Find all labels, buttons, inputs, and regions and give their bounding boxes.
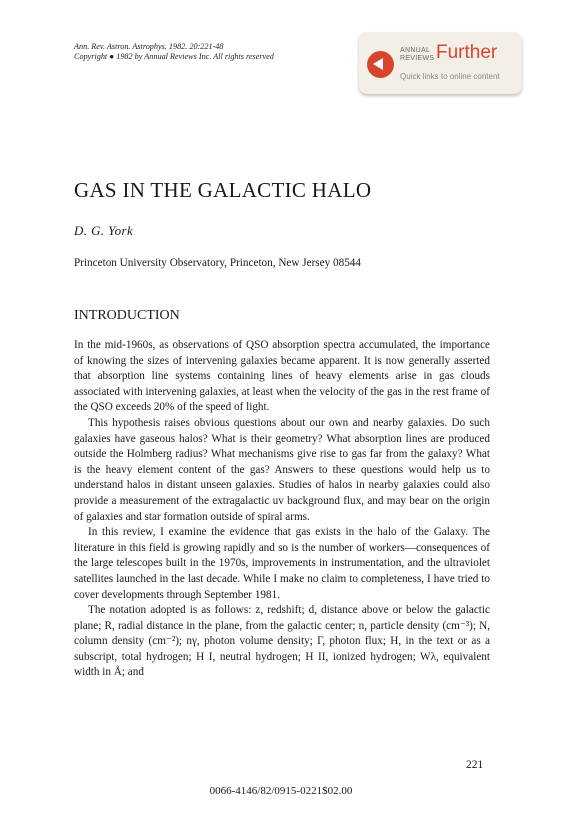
paragraph-4: The notation adopted is as follows: z, redshift; d, distance above or below the galactic plane; R, radial distance in the plane, from the galactic center; n, particle density (cm⁻³); N, column density (cm⁻²); nγ, photon volume density; Γ, photon flux; H, in the text or as a subscript, total hydrogen; H I, neutral hydrogen; H II, ionized hydrogen; Wλ, equivalent width in Å; and xyxy=(74,604,490,679)
paragraph-3: In this review, I examine the evidence that gas exists in the halo of the Galaxy. The literature in this field is growing rapidly and so is the number of workers—consequences of the large telescopes built in the 1970s, improvements in instrumentation, and the ultraviolet satellites launched in the last decade. While I make no claim to completeness, I have tried to cover developments through September 1981. xyxy=(74,526,490,601)
copyright-line: Copyright ● 1982 by Annual Reviews Inc. All rights reserved xyxy=(74,52,274,61)
further-subtitle: Quick links to online content xyxy=(400,72,500,81)
author-affiliation: Princeton University Observatory, Princeton, New Jersey 08544 xyxy=(74,257,361,269)
further-wordmark: Further xyxy=(436,42,498,63)
further-badge[interactable] xyxy=(359,32,522,94)
journal-line: Ann. Rev. Astron. Astrophys. 1982. 20:221-48 xyxy=(74,42,224,51)
section-heading: INTRODUCTION xyxy=(74,308,180,323)
annual-reviews-logo: ANNUAL REVIEWS xyxy=(400,47,435,62)
back-arrow-icon xyxy=(367,51,394,78)
journal-citation xyxy=(74,42,274,62)
paragraph-2: This hypothesis raises obvious questions about our own and nearby galaxies. Do such galaxies have gaseous halos? What is their geometry? What absorption lines are produced outside the Holmberg radius? What mechanisms give rise to gas far from the galaxy? What is the heavy element content of the gas? Answers to these questions would help us to understand halos in distant unseen galaxies. Studies of halos in nearby galaxies could also provide a measurement of the extragalactic uv background flux, and may bear on the origin of galaxies and star formation outside of spiral arms. xyxy=(74,416,490,523)
article-author: D. G. York xyxy=(74,223,134,238)
article-body xyxy=(74,338,490,681)
article-title: GAS IN THE GALACTIC HALO xyxy=(74,178,372,202)
article-code: 0066-4146/82/0915-0221$02.00 xyxy=(209,785,353,797)
page-number: 221 xyxy=(466,759,484,771)
paragraph-1: In the mid-1960s, as observations of QSO absorption spectra accumulated, the importance of knowing the sizes of intervening galaxies became apparent. It is now generally asserted that absorption line systems containing lines of heavy elements arise in gas clouds associated with intervening galaxies, at least when the velocity of the gas in the rest frame of the QSO exceeds 20% of the speed of light. xyxy=(74,339,490,414)
